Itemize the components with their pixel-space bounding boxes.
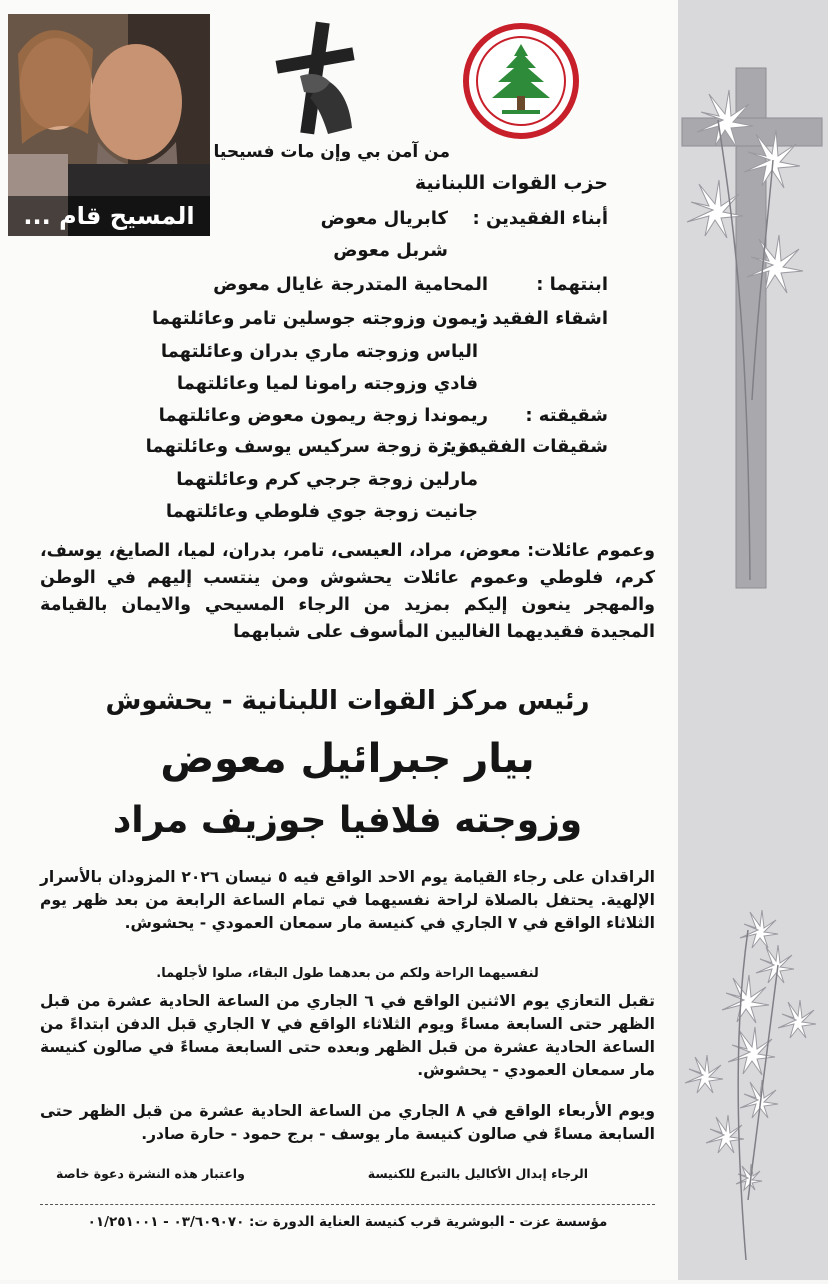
relative-name: ريمون وزوجته جوسلين تامر وعائلتهما	[152, 308, 488, 329]
wednesday-paragraph: ويوم الأربعاء الواقع في ٨ الجاري من الساعة الحادية عشرة من قبل الظهر حتى السابعة مساءً في صالون كنيسة مار يوسف - برج حمود - حارة صادر.	[40, 1102, 655, 1143]
invitation-note: واعتبار هذه النشرة دعوة خاصة	[56, 1166, 245, 1181]
relatives-label-daughter: ابنتهما :	[536, 274, 608, 295]
relatives-label-sister: شقيقته :	[525, 405, 608, 426]
relative-name: شربل معوض	[333, 240, 448, 261]
relative-name: المحامية المتدرجة غايال معوض	[213, 274, 488, 295]
relatives-label-brothers: اشقاء الفقيد :	[478, 308, 608, 329]
relative-name: عزيزة زوجة سركيس يوسف وعائلتهما	[145, 436, 480, 457]
motto-text: من آمن بي وإن مات فسيحيا	[213, 142, 450, 162]
decorative-side-strip	[678, 0, 828, 1280]
cross-with-lilies-icon	[678, 0, 828, 1280]
condolences-paragraph: تقبل التعازي يوم الاثنين الواقع في ٦ الجاري من الساعة الحادية عشرة من قبل الظهر حتى السابعة مساءً ويوم الثلاثاء الواقع في ٧ الجاري قبل الدفن ابتداءً من الساعة الحادية عشرة من قبل الظهر وبعده حتى السابعة مساءً في صالون كنيسة مار سمعان العمودي - يحشوش.	[40, 992, 655, 1079]
funeral-paragraph: الراقدان على رجاء القيامة يوم الاحد الواقع فيه ٥ نيسان ٢٠٢٦ المزودان بالأسرار الإلهية. يحتفل بالصلاة لراحة نفسيهما في تمام الساعة الرابعة من بعد ظهر يوم الثلاثاء الواقع في ٧ الجاري في كنيسة مار سمعان العمودي - يحشوش.	[40, 868, 655, 932]
cross-hand-icon	[270, 18, 360, 138]
relative-name: الياس وزوجته ماري بدران وعائلتهما	[160, 341, 478, 362]
relative-name: ريموندا زوجة ريمون معوض وعائلتهما	[158, 405, 488, 426]
lebanese-forces-logo	[462, 22, 580, 140]
relative-name: مارلين زوجة جرجي كرم وعائلتهما	[176, 469, 478, 490]
relatives-label-wife-sisters: شقيقات الفقيدة :	[445, 436, 608, 457]
footer-text: مؤسسة عزت - البوشرية قرب كنيسة العناية الدورة ت: ٠٣/٦٠٩٠٧٠ - ٠١/٢٥١٠٠١	[87, 1214, 608, 1230]
relative-name: فادي وزوجته رامونا لميا وعائلتهما	[176, 373, 478, 394]
prayer-line: لنفسيهما الراحة ولكم من بعدهما طول البقاء، صلوا لأجلهما.	[156, 966, 539, 981]
footer-divider	[40, 1204, 655, 1205]
party-name: حزب القوات اللبنانية	[414, 172, 608, 194]
deceased-name: بيار جبرائيل معوض	[160, 736, 535, 782]
spouse-name: وزوجته فلافيا جوزيف مراد	[112, 800, 583, 841]
relatives-label-children: أبناء الفقيدين :	[472, 208, 608, 229]
wreath-note: الرجاء إبدال الأكاليل بالتبرع للكنيسة	[367, 1166, 588, 1181]
deceased-title: رئيس مركز القوات اللبنانية - يحشوش	[105, 686, 590, 716]
photo-caption: المسيح قام ...	[8, 196, 210, 236]
relative-name: كابريال معوض	[320, 208, 448, 229]
couple-photo	[8, 14, 210, 236]
families-paragraph: وعموم عائلات: معوض، مراد، العيسى، تامر، بدران، لميا، الصايغ، يوسف، كرم، فلوطي وعموم عائلات يحشوش ومن ينتسب إليهم في الوطن والمهجر ينعون إليكم بمزيد من الرجاء المسيحي والايمان بالقيامة المجيدة فقيديهما الغاليين المأسوف على شبابهما	[40, 541, 655, 642]
relative-name: جانيت زوجة جوي فلوطي وعائلتهما	[165, 501, 478, 522]
